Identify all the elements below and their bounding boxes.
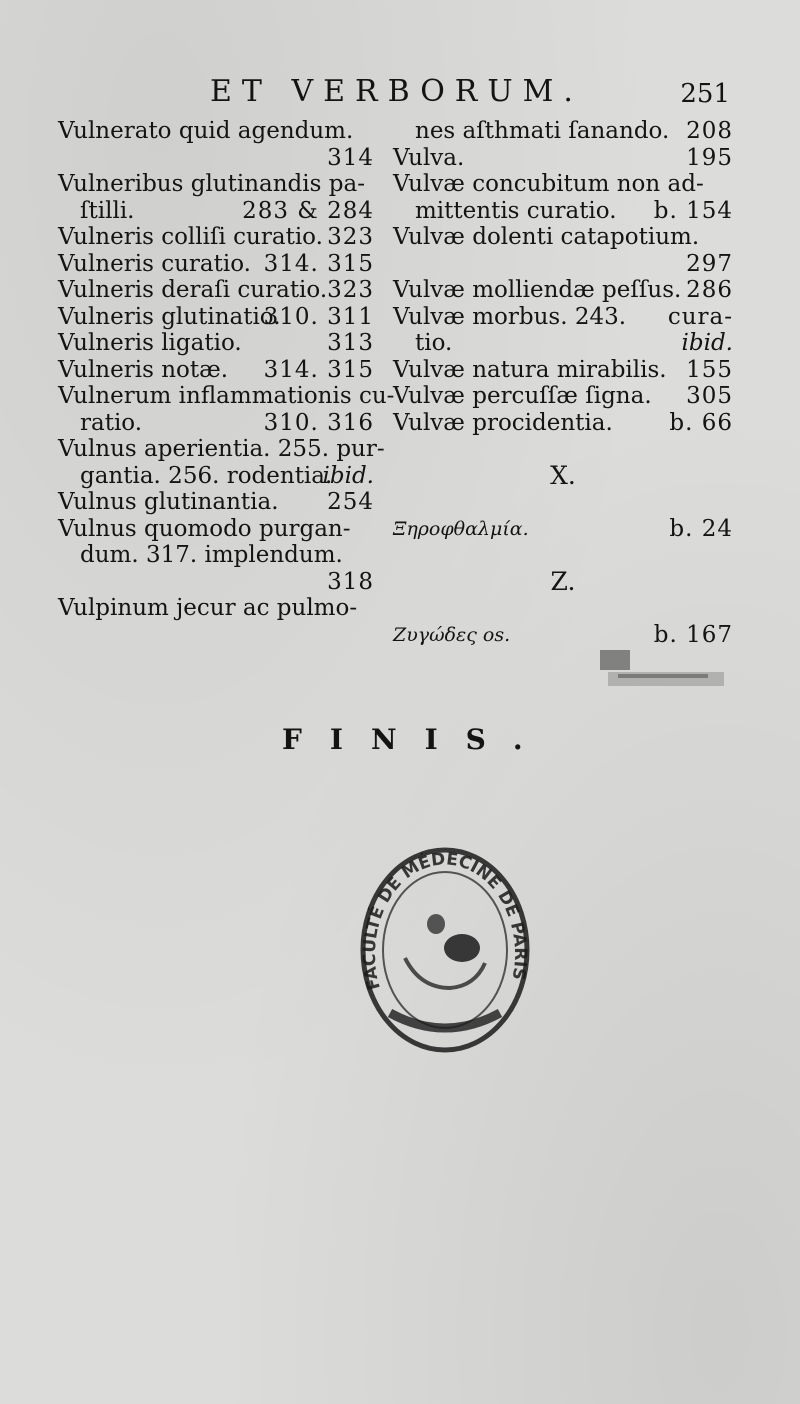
entry-page-ref: 314: [327, 144, 374, 171]
index-entry: [58, 542, 374, 569]
entry-text: Vulneris colliſi curatio.: [58, 224, 323, 250]
entry-page-ref: 310. 316: [263, 409, 374, 436]
index-entry: [58, 357, 374, 384]
index-entry: [393, 224, 733, 251]
index-entry: [393, 357, 733, 384]
entry-text: Vulneris notæ.: [58, 356, 229, 383]
index-entry: [58, 304, 374, 331]
index-entry: [393, 304, 733, 331]
entry-text: Vulvæ percuſſæ ſigna.: [393, 383, 652, 409]
entry-text: dum. 317. implendum.: [80, 542, 343, 568]
entry-text: Vulneris curatio.: [58, 250, 251, 277]
index-entry: [393, 198, 733, 225]
index-entry: [393, 251, 733, 278]
index-entry: [58, 118, 374, 145]
entry-page-ref: 323: [327, 224, 374, 250]
index-column-right: [393, 118, 733, 648]
stamp-text: FACULTÉ DE MÉDECINE DE PARIS: [359, 849, 531, 993]
entry-page-ref: 313: [327, 330, 374, 356]
entry-page-ref: 318: [327, 568, 374, 595]
entry-text: Vulneris glutinatio.: [58, 303, 281, 330]
ink-smudge-icon: [598, 644, 728, 690]
entry-text: Vulnus glutinantia.: [58, 489, 279, 515]
entry-text: gantia. 256. rodentia.: [80, 462, 333, 489]
entry-text: ratio.: [80, 409, 143, 436]
entry-page-ref: b. 167: [653, 621, 733, 648]
section-letter: Z.: [550, 566, 576, 596]
entry-page-ref: 286: [686, 277, 733, 303]
entry-page-ref: b. 154: [653, 197, 733, 224]
entry-page-ref: 283 & 284: [242, 197, 374, 224]
section-letter: X.: [550, 460, 576, 490]
entry-text: nes aſthmati ſanando.: [415, 118, 670, 144]
entry-text: Vulneris ligatio.: [58, 330, 242, 356]
index-entry: [58, 198, 374, 225]
index-entry: [58, 489, 374, 516]
index-entry: [393, 145, 733, 172]
finis: FINIS.: [282, 723, 551, 756]
index-entry: [393, 410, 733, 437]
index-entry: [58, 330, 374, 357]
entry-page-ref: 314. 315: [263, 356, 374, 383]
entry-text: Vulvæ concubitum non ad-: [393, 171, 704, 197]
entry-text: tio.: [415, 330, 453, 356]
entry-text: Vulvæ dolenti catapotium.: [393, 224, 700, 250]
entry-text: Vulvæ procidentia.: [393, 409, 613, 436]
running-head-title: ET VERBORUM.: [210, 74, 583, 109]
index-entry: [58, 569, 374, 596]
entry-text: Vulpinum jecur ac pulmo-: [58, 595, 358, 621]
index-entry: [393, 330, 733, 357]
library-stamp-icon: [350, 838, 540, 1058]
entry-text: Vulnerato quid agendum.: [58, 118, 354, 144]
running-head: [0, 74, 800, 114]
entry-text: Vulnus quomodo purgan-: [58, 515, 351, 542]
entry-text: Vulnerum inflammationis cu-: [58, 383, 395, 409]
entry-text: Vulva.: [393, 144, 465, 171]
index-entry: [393, 383, 733, 410]
entry-ibid: ibid.: [681, 330, 733, 356]
index-entry: [58, 145, 374, 172]
index-entry: [58, 224, 374, 251]
index-entry: [58, 410, 374, 437]
index-entry: [58, 436, 385, 463]
entry-page-ref: 297: [686, 250, 733, 277]
entry-text: Vulneris deraſi curatio.: [58, 277, 328, 303]
spacer: [393, 542, 733, 569]
entry-text: Vulneribus glutinandis pa-: [58, 171, 365, 197]
spacer: [393, 436, 733, 463]
entry-page-ref: cura-: [667, 303, 733, 330]
entry-page-ref: b. 66: [669, 409, 733, 436]
index-entry: [58, 383, 395, 410]
entry-page-ref: 314. 315: [263, 250, 374, 277]
entry-text: Vulvæ natura mirabilis.: [393, 356, 667, 383]
entry-text: Vulvæ morbus. 243.: [393, 303, 627, 330]
entry-ibid: ibid.: [322, 462, 374, 489]
index-entry: [58, 516, 374, 543]
index-entry: [393, 118, 733, 145]
entry-page-ref: 310. 311: [263, 303, 374, 330]
entry-page-ref: 323: [327, 277, 374, 303]
spacer: [393, 595, 733, 622]
entry-text: Ζυγώδες os.: [393, 623, 511, 646]
entry-text: Ξηροφθαλμία.: [393, 517, 529, 540]
index-entry: [58, 251, 374, 278]
entry-page-ref: 305: [686, 383, 733, 409]
index-entry: [58, 171, 374, 198]
index-column-left: [58, 118, 395, 622]
index-entry: [393, 277, 733, 304]
page-number: 251: [680, 79, 730, 109]
entry-page-ref: 254: [327, 489, 374, 515]
index-entry: [393, 171, 733, 198]
entry-text: Vulvæ molliendæ peſſus.: [393, 277, 682, 303]
index-entry: [58, 595, 374, 622]
spacer: [393, 489, 733, 516]
entry-text: ſtilli.: [80, 197, 135, 224]
entry-page-ref: 155: [686, 356, 733, 383]
entry-text: Vulnus aperientia. 255. pur-: [58, 436, 385, 462]
entry-page-ref: 208: [686, 118, 733, 144]
index-entry: [58, 277, 374, 304]
entry-text: mittentis curatio.: [415, 197, 617, 224]
entry-page-ref: b. 24: [669, 515, 733, 542]
index-entry: [393, 516, 733, 543]
index-entry: [58, 463, 374, 490]
entry-page-ref: 195: [686, 144, 733, 171]
